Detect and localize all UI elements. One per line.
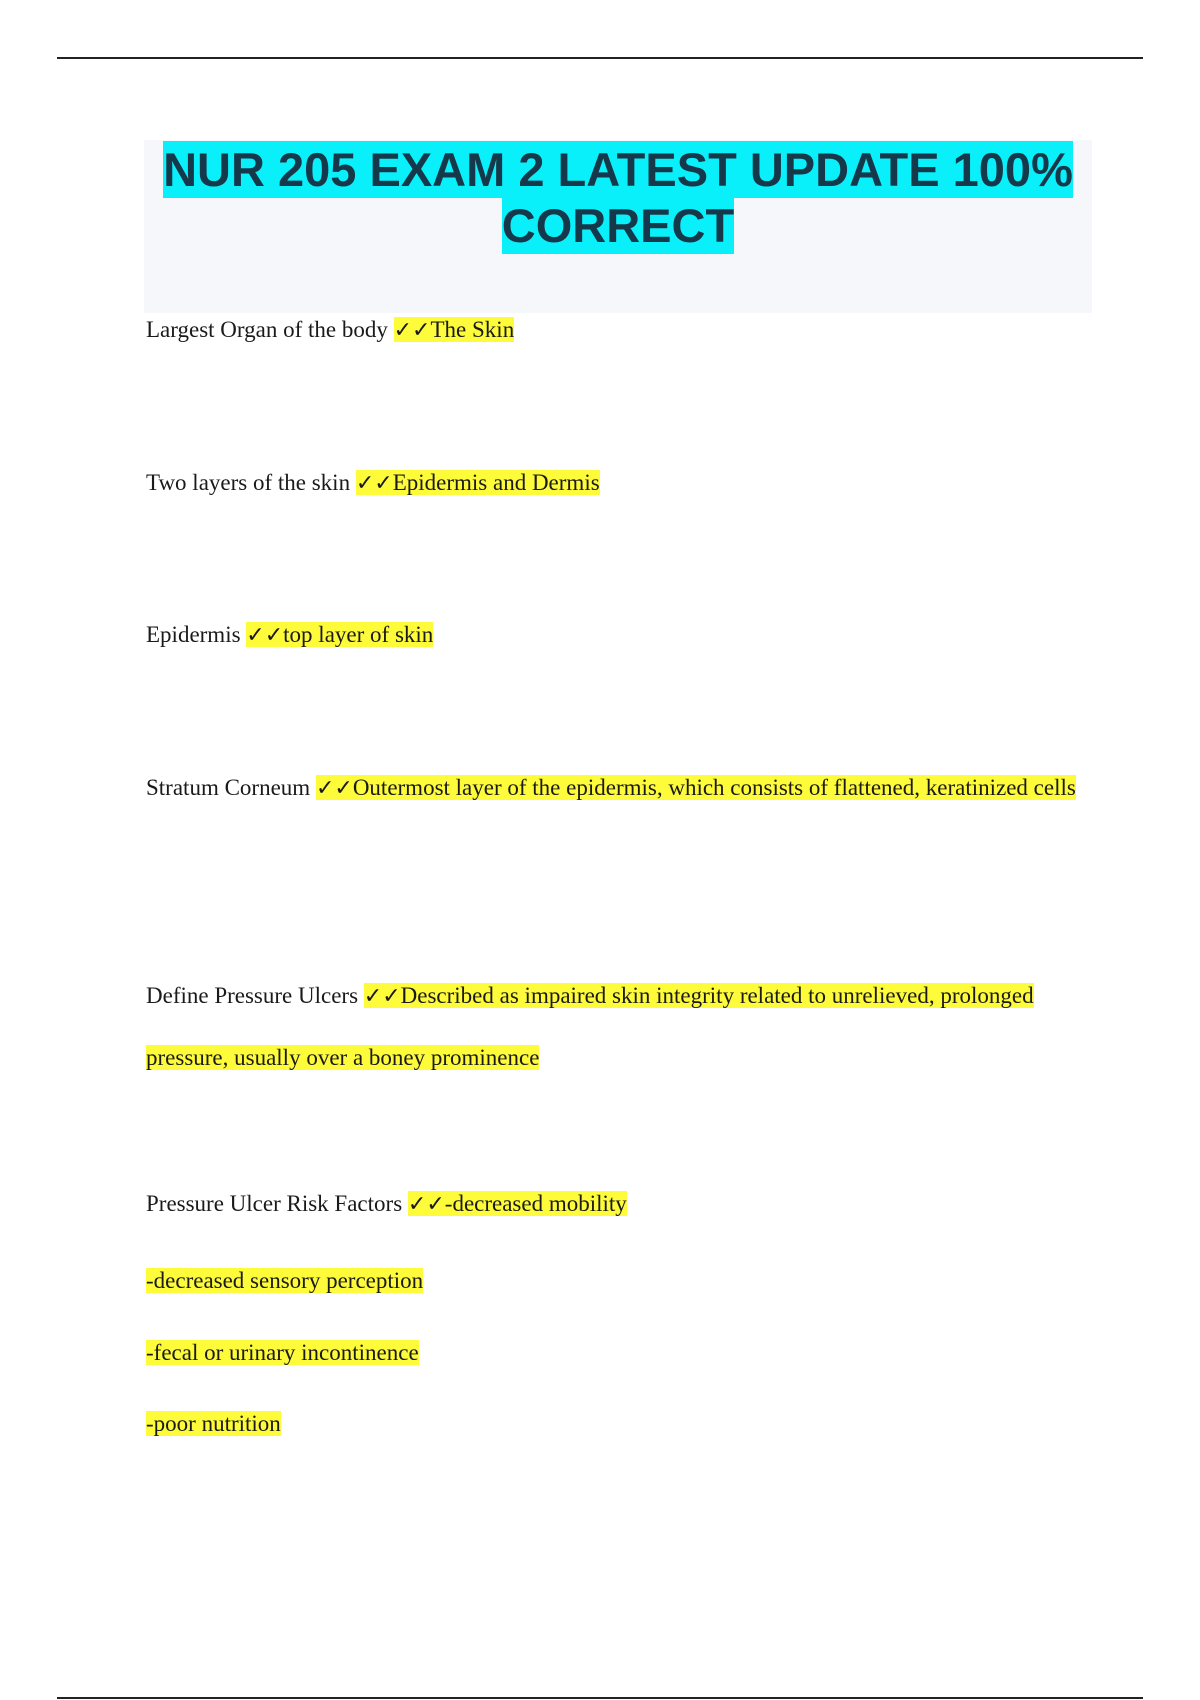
term: Largest Organ of the body xyxy=(146,317,388,342)
footer-rule xyxy=(57,1697,1143,1699)
qa-entry-epidermis xyxy=(146,604,1096,666)
risk-factor-item: -poor nutrition xyxy=(146,1411,281,1436)
answer-highlight xyxy=(316,775,1076,800)
term: Pressure Ulcer Risk Factors xyxy=(146,1191,403,1216)
header-rule xyxy=(57,57,1143,59)
answer: The Skin xyxy=(430,317,515,342)
qa-entry-skin-layers xyxy=(146,452,1096,514)
term: Two layers of the skin xyxy=(146,470,351,495)
term: Epidermis xyxy=(146,622,241,647)
answer: -decreased mobility xyxy=(444,1191,627,1216)
term: Stratum Corneum xyxy=(146,775,311,800)
risk-factor-item: -decreased sensory perception xyxy=(146,1268,424,1293)
term: Define Pressure Ulcers xyxy=(146,983,359,1008)
answer-highlight xyxy=(246,622,433,647)
double-check-icon: ✓✓ xyxy=(315,776,353,801)
double-check-icon: ✓✓ xyxy=(363,984,401,1009)
qa-entry-largest-organ xyxy=(146,299,1096,361)
double-check-icon: ✓✓ xyxy=(246,623,284,648)
answer-highlight xyxy=(356,470,600,495)
double-check-icon: ✓✓ xyxy=(355,471,393,496)
double-check-icon: ✓✓ xyxy=(407,1192,445,1217)
answer-highlight xyxy=(408,1191,627,1216)
risk-factor-item: -fecal or urinary incontinence xyxy=(146,1340,419,1365)
answer: Described as impaired skin integrity related to unrelieved, prolonged pressure, usually over a boney prominence xyxy=(146,983,1034,1070)
answer-highlight xyxy=(394,317,515,342)
double-check-icon: ✓✓ xyxy=(393,318,431,343)
qa-entry-pressure-ulcers xyxy=(146,965,1096,1088)
answer: Epidermis and Dermis xyxy=(392,470,600,495)
answer: Outermost layer of the epidermis, which consists of flattened, keratinized cells xyxy=(352,775,1076,800)
answer: top layer of skin xyxy=(283,622,434,647)
qa-entry-risk-factors xyxy=(146,1173,1096,1235)
qa-entry-stratum-corneum xyxy=(146,757,1096,819)
document-title: NUR 205 EXAM 2 LATEST UPDATE 100% CORRECT xyxy=(163,143,1073,252)
